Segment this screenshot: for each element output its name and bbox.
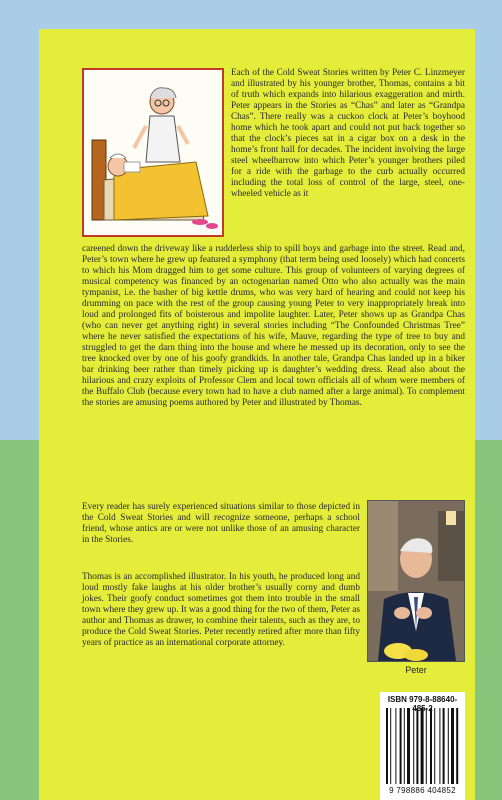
- reader-paragraph: Every reader has surely experienced situations similar to those depicted in the Cold Sweat Stories and will recognize someone, perhaps a school friend, whose antics are or were not unlike those of an amusing character in the Stories.: [82, 502, 360, 545]
- barcode-number: 9 798886 404852: [389, 786, 456, 795]
- grandpa-bed-cartoon: [84, 70, 222, 235]
- photo-caption: Peter: [405, 665, 427, 675]
- illustrator-paragraph: Thomas is an accomplished illustrator. In his youth, he produced long and loud mostly fake laughs at his older brother’s usually corny and dumb jokes. Their goofy conduct sometimes got them into trouble in the small town where they grew up. It was a good thing for the two of them, Peter as author and Thomas as drawer, to combine their talents, such as they are, to produce the Cold Sweat Stories. Peter recently retired after more than fifty years of practice as an international corporate attorney.: [82, 572, 360, 648]
- barcode-icon: [386, 708, 459, 784]
- isbn-label: ISBN 979-8-88640-485-2: [387, 695, 458, 713]
- description-paragraph-continued: careened down the driveway like a rudderless ship to spill boys and garbage into the street. Read and, Peter’s town where he grew up featured a symphony (that term being used loosely) which had concerts to which his Mom dragged him to get some culture. This group of volunteers of varying degrees of musical competency was financed by an octogenarian named Otto who also actually was the main tympanist, i.e. the basher of big kettle drums, who was very hard of hearing and could not keep his drumming on pace with the rest of the group causing young Peter to very inappropriately break into loud and prolonged fits of boisterous and impolite laughter. Later, Peter shows up as Grandpa Chas (who can never get anything right) in several stories including “The Confounded Christmas Tree” where he never satisfied the expectations of his wife, Mauve, regarding the type of tree to buy and struggled to get the darn thing into the house and where he messed up its decoration, only to see the tree knocked over by one of his goofy grandkids. In another tale, Grandpa Chas landed up in a biker bar drinking beer rather than timely picking up is daughter’s wedding dress. Read also about the hilarious and crazy exploits of Professor Clem and local town officials all of whom were members of the Buffalo Club (because every town had to have a club named after a large animal). To complement the stories are amusing poems authored by Peter and illustrated by Thomas.: [82, 244, 465, 408]
- description-paragraph-wrapped: Each of the Cold Sweat Stories written by Peter C. Linzmeyer and illustrated by his younger brother, Thomas, contains a bit of truth which expands into hilarious exaggeration and mirth. Peter appears in the Stories as “Chas” and later as “Grandpa Chas”. There really was a cuckoo clock at Peter’s boyhood home which he took apart and could not put back together so that the clock’s pieces sat in a cigar box on a desk in the home’s front hall for decades. The incident involving the large steel wheelbarrow into which Peter’s younger brothers piled for a ride with the garbage to the curb actually occurred including the total loss of control of the large, steel, one-wheeled vehicle as it: [231, 68, 465, 199]
- author-portrait: [368, 501, 464, 661]
- cartoon-illustration: [82, 68, 224, 237]
- author-photo: [367, 500, 465, 662]
- barcode-box: [380, 692, 465, 800]
